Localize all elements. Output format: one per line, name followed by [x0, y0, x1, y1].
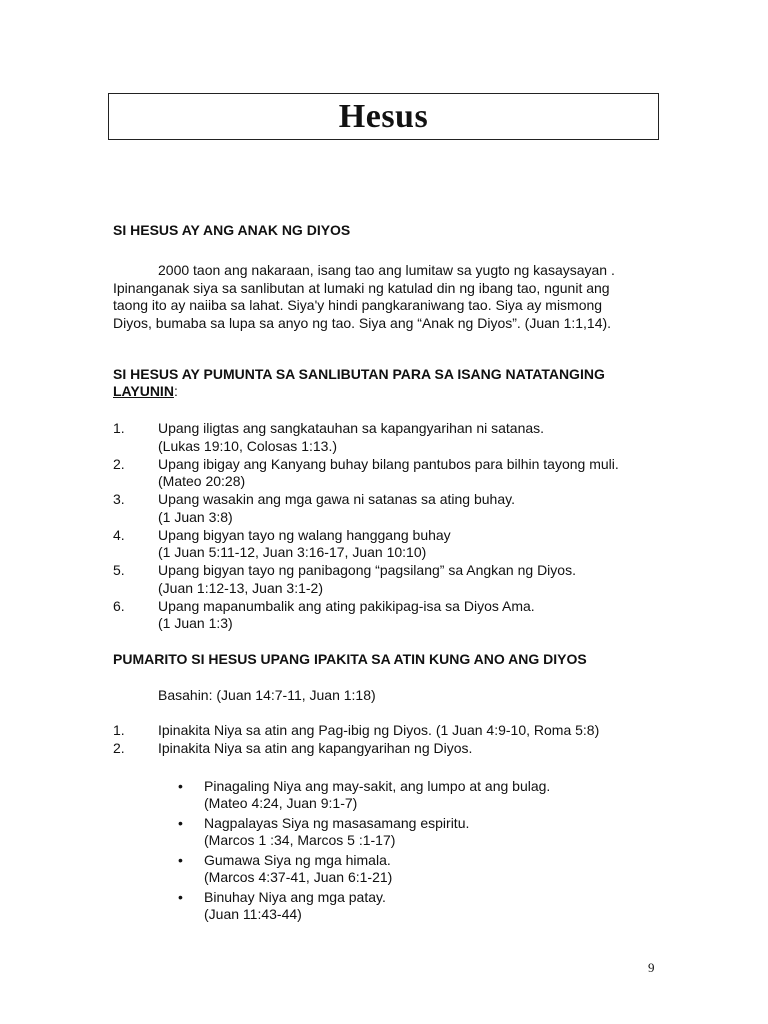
item-text: Upang mapanumbalik ang ating pakikipag-isa sa Diyos Ama.	[158, 597, 535, 614]
bullet-reference: (Mateo 4:24, Juan 9:1-7)	[204, 795, 358, 811]
section-3-heading: PUMARITO SI HESUS UPANG IPAKITA SA ATIN KUNG ANO ANG DIYOS	[113, 651, 587, 667]
item-text: Upang bigyan tayo ng walang hanggang buhay	[158, 526, 451, 543]
bullet-text: Pinagaling Niya ang may-sakit, ang lumpo at ang bulag.	[204, 778, 551, 794]
bullet-icon: •	[178, 889, 183, 905]
section-2-heading-line-1: SI HESUS AY PUMUNTA SA SANLIBUTAN PARA SA ISANG NATATANGING	[113, 366, 605, 382]
section-1-heading: SI HESUS AY ANG ANAK NG DIYOS	[113, 222, 351, 238]
item-number: 2.	[113, 455, 125, 472]
page-title: Hesus	[338, 97, 429, 135]
bullet-icon: •	[178, 778, 183, 794]
page-number: 9	[648, 960, 655, 975]
section-1-line-2: Ipinanganak siya sa sanlibutan at lumaki ng katulad din ng ibang tao, ngunit ang	[113, 279, 610, 296]
item-text: Upang ibigay ang Kanyang buhay bilang pantubos para bilhin tayong muli.	[158, 455, 619, 472]
section-1-line-3: taong ito ay naiiba sa lahat. Siya'y hindi pangkaraniwang tao. Siya ay mismong	[113, 297, 603, 313]
item-reference: (Juan 1:12-13, Juan 3:1-2)	[158, 579, 323, 596]
item-reference: (Lukas 19:10, Colosas 1:13.)	[158, 437, 337, 454]
bullet-icon: •	[178, 852, 183, 868]
item-number: 1.	[113, 420, 125, 436]
section-2-heading-line-2	[113, 383, 178, 400]
item-reference: (1 Juan 3:8)	[158, 508, 233, 525]
item-number: 1.	[113, 722, 125, 738]
item-number: 3.	[113, 491, 125, 507]
bullet-text: Binuhay Niya ang mga patay.	[204, 889, 386, 905]
heading-underlined: LAYUNIN	[113, 383, 174, 399]
item-reference: (Mateo 20:28)	[158, 473, 246, 489]
section-1-line-1: 2000 taon ang nakaraan, isang tao ang lumitaw sa yugto ng kasaysayan .	[158, 262, 615, 278]
item-number: 6.	[113, 597, 125, 614]
item-text: Upang iligtas ang sangkatauhan sa kapangyarihan ni satanas.	[158, 420, 545, 436]
item-number: 5.	[113, 562, 125, 578]
bullet-reference: (Juan 11:43-44)	[204, 906, 302, 922]
item-text: Upang wasakin ang mga gawa ni satanas sa ating buhay.	[158, 491, 515, 507]
item-text: Ipinakita Niya sa atin ang kapangyarihan ng Diyos.	[158, 739, 473, 756]
bullet-reference: (Marcos 4:37-41, Juan 6:1-21)	[204, 869, 393, 885]
item-number: 2.	[113, 739, 125, 756]
item-number: 4.	[113, 526, 125, 543]
bullet-icon: •	[178, 815, 183, 831]
bullet-reference: (Marcos 1 :34, Marcos 5 :1-17)	[204, 832, 396, 848]
title-box	[108, 93, 659, 140]
item-reference: (1 Juan 5:11-12, Juan 3:16-17, Juan 10:10)	[158, 544, 427, 560]
section-1-line-4: Diyos, bumaba sa lupa sa anyo ng tao. Siya ang “Anak ng Diyos”. (Juan 1:1,14).	[113, 314, 612, 331]
item-text: Ipinakita Niya sa atin ang Pag-ibig ng Diyos. (1 Juan 4:9-10, Roma 5:8)	[158, 722, 600, 738]
bullet-text: Gumawa Siya ng mga himala.	[204, 852, 391, 868]
item-text: Upang bigyan tayo ng panibagong “pagsilang” sa Angkan ng Diyos.	[158, 562, 576, 578]
basahin-line: Basahin: (Juan 14:7-11, Juan 1:18)	[158, 687, 376, 703]
bullet-text: Nagpalayas Siya ng masasamang espiritu.	[204, 815, 470, 831]
item-reference: (1 Juan 1:3)	[158, 615, 233, 631]
heading-colon: :	[173, 383, 178, 399]
